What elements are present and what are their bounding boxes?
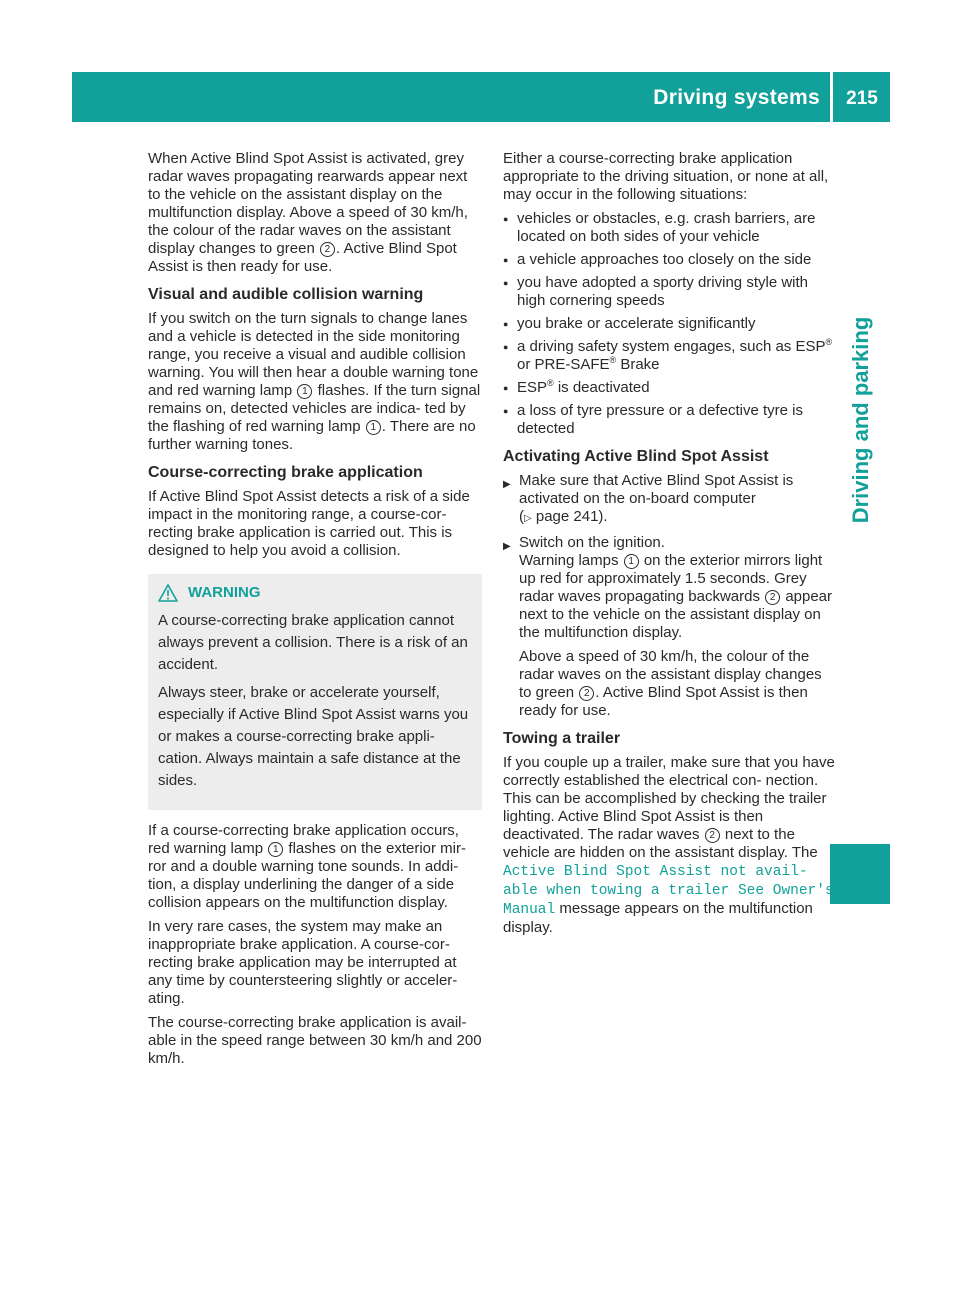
step-2-followup (519, 648, 836, 720)
intro-text-end: . Active Blind Spot Assist is then ready for use. (148, 240, 457, 275)
left-column (148, 150, 482, 1074)
page-number: 215 (846, 88, 878, 109)
list-item-text: a driving safety system engages, such as ESP (517, 338, 826, 355)
marker-2: 2 (765, 590, 780, 605)
after-text-2: flashes on the exterior mir- ror and a double warning tone sounds. In addi- tion, a display underlining the danger of a side collision appears on the multifunction display. (148, 840, 466, 911)
step-arrow-icon: ▶ (503, 541, 511, 552)
list-item: ● vehicles or obstacles, e.g. crash barriers, are located on both sides of your vehicle (503, 210, 836, 246)
warning-text-2: Always steer, brake or accelerate yourself, especially if Active Blind Spot Assist warns you or makes a course-correcting brake appli- cation. Always maintain a safe distance at the sides. (158, 684, 469, 789)
marker-1: 1 (268, 842, 283, 857)
rare-cases-paragraph: In very rare cases, the system may make an inappropriate brake application. A course-cor- recting brake application may be interrupted at any time by countersteering slightly or acceler- ating. (148, 918, 458, 1007)
marker-2: 2 (579, 686, 594, 701)
step-2-text: on the exterior mirrors light up red for approximately 1.5 seconds. Grey radar waves propagating backwards (519, 552, 823, 605)
page-ref-link[interactable]: page 241). (531, 508, 608, 525)
course-paragraph: If Active Blind Spot Assist detects a risk of a side impact in the monitoring range, a course-cor- recting brake application is carried out. This is designed to help you avoid a collision. (148, 488, 470, 559)
warning-box (148, 574, 482, 810)
registered-mark: ® (825, 337, 833, 347)
visual-text-2: flashes. If the turn signal remains on, detected vehicles are indica- ted by the flashing of red warning lamp (148, 382, 481, 435)
heading-towing: Towing a trailer (503, 730, 621, 747)
side-tab-label: Driving and parking (848, 316, 873, 524)
marker-2: 2 (320, 242, 335, 257)
list-item-text: ESP (517, 379, 548, 396)
heading-activating: Activating Active Blind Spot Assist (503, 448, 769, 465)
list-item: ● a vehicle approaches too closely on the side (503, 251, 836, 269)
visual-text-1: If you switch on the turn signals to change lanes and a vehicle is detected in the side monitoring range, you receive a visual and audible collision warning. You will then hear a double warning tone and red warning lamp (148, 310, 479, 399)
availability-paragraph: The course-correcting brake application is avail- able in the speed range between 30 km/h and 200 km/h. (148, 1014, 482, 1067)
step-2-title: Switch on the ignition. (519, 534, 665, 551)
list-item (503, 379, 836, 397)
marker-1: 1 (624, 554, 639, 569)
list-item: ● a loss of tyre pressure or a defective tyre is detected (503, 402, 836, 438)
page-ref-open: ( (519, 508, 524, 525)
marker-2: 2 (705, 828, 720, 843)
step-2 (503, 534, 836, 720)
towing-paragraph (503, 754, 836, 937)
registered-mark: ® (547, 378, 554, 388)
warning-triangle-icon (158, 584, 178, 602)
towing-text-4: message appears on the multifunction display. (503, 900, 813, 936)
list-item: ● you have adopted a sporty driving style with high cornering speeds (503, 274, 836, 310)
towing-text-2: next to the vehicle are hidden on the assistant display. (503, 826, 795, 861)
list-item: ● you brake or accelerate significantly (503, 315, 836, 333)
registered-mark: ® (609, 355, 617, 365)
heading-visual-warning: Visual and audible collision warning (148, 286, 424, 303)
step-2-text: . Active Blind Spot Assist is then ready for use. (519, 684, 808, 719)
side-tab-marker (830, 844, 890, 904)
after-warning-paragraph (148, 822, 482, 912)
page-ref-arrow-icon: ▷ (524, 513, 532, 524)
situations-list (503, 210, 836, 438)
heading-course-correcting: Course-correcting brake application (148, 464, 423, 481)
list-item-text: Brake (616, 356, 660, 373)
marker-1: 1 (297, 384, 312, 399)
marker-1: 1 (366, 420, 381, 435)
step-arrow-icon: ▶ (503, 479, 511, 490)
list-item (503, 338, 836, 374)
warning-header (158, 584, 472, 602)
warning-title: WARNING (188, 584, 261, 601)
step-1-text: Make sure that Active Blind Spot Assist is activated on the on-board computer (519, 472, 794, 507)
visual-warning-paragraph (148, 310, 482, 454)
right-column (503, 150, 836, 943)
towing-text-1: If you couple up a trailer, make sure that you have correctly established the electrical con- nection. This can be accomplished by checking the trailer lighting. Active Blind Spot Assist is then deactivated. The radar waves (503, 754, 835, 843)
display-message: Active Blind Spot Assist not avail‑ able when towing a trailer See Owner's Manual (503, 864, 834, 918)
list-item-text: or PRE-SAFE (517, 356, 610, 373)
warning-text-1: A course-correcting brake application cannot always prevent a collision. There is a risk of an accident. (158, 612, 468, 673)
list-item-text: is deactivated (553, 379, 650, 396)
section-title: Driving systems (653, 86, 820, 109)
after-text-1: If a course-correcting brake application occurs, red warning lamp (148, 822, 459, 857)
step-2-text: Above a speed of 30 km/h, the colour of the radar waves on the assistant display changes to green (519, 648, 822, 701)
step-2-text: appear next to the vehicle on the assistant display on the multifunction display. (519, 588, 833, 641)
header-divider (830, 72, 833, 122)
towing-text-3: The (791, 844, 818, 861)
visual-text-3: . There are no further warning tones. (148, 418, 476, 453)
intro-text: When Active Blind Spot Assist is activated, grey radar waves propagating rearwards appear next to the vehicle on the assistant display on the multifunction display. Above a speed of 30 km/h, the colour of the radar waves on the assistant display changes to green (148, 150, 468, 257)
step-2-text: Warning lamps (519, 552, 619, 569)
step-1 (503, 472, 836, 528)
intro-paragraph (148, 150, 482, 276)
either-paragraph: Either a course-correcting brake application appropriate to the driving situation, or none at all, may occur in the following situations: (503, 150, 829, 203)
